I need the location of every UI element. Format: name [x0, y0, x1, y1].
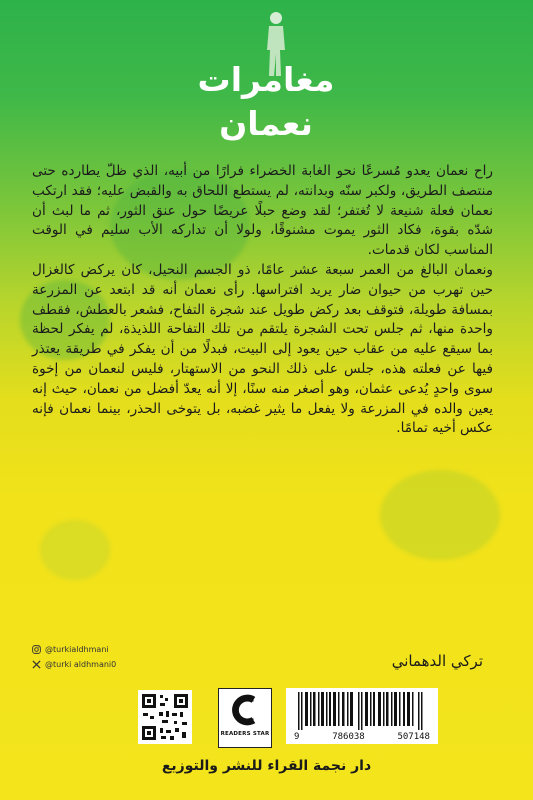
x-handle: @turki aldhmani0: [45, 660, 117, 669]
isbn-first: 9: [294, 732, 300, 742]
author-name: تركي الدهماني: [391, 652, 483, 670]
isbn-number: [288, 732, 436, 742]
instagram-link[interactable]: [32, 642, 116, 657]
x-link[interactable]: [32, 657, 116, 672]
isbn-last: 507148: [397, 732, 430, 742]
x-icon: [32, 660, 41, 669]
barcode-bars: [292, 692, 432, 730]
readers-star-logo-icon: [228, 693, 262, 727]
qr-code[interactable]: [138, 690, 192, 744]
synopsis: [32, 162, 493, 439]
title-line-2: نعمان: [219, 104, 313, 143]
isbn-middle: 786038: [332, 732, 365, 742]
paint-splash: [40, 520, 110, 580]
publisher-name: دار نجمة القراء للنشر والتوزيع: [161, 758, 372, 774]
synopsis-paragraph-2: ونعمان البالغ من العمر سبعة عشر عامًا، ذو الجسم النحيل، كان يركض كالغزال حين تهرب من حيوان ضار يريد افتراسها. رأى نعمان أنه قد ابتعد عن المزرعة بمسافة طويلة، فتوقف بعد ركض طويل عند شجرة التفاح، فشعر بالعطش، فقطف واحدة منها، ثم جلس تحت الشجرة يلتقم من تلك التفاحة اللذيذة، لم يفكر لحظة بما سيقع عليه من عقاب حين يعود إلى البيت، فبدلًا من أن يفكر في طريقة يعتذر فيها عن فعلته هذه، جلس على ذلك النحو من الاستهتار، فليس لنعمان من إخوة سوى واحدٍ يُدعى عثمان، وهو أصغر منه سنًا، إلا أنه يعدّ أفضل من نعمان، حيث إنه يعين والده في المزرعة ولا يفعل ما يثير غضبه، بل يتوخى الحذر، بينما نعمان فإنه عكس أخيه تمامًا.: [32, 261, 493, 437]
synopsis-paragraph-1: راح نعمان يعدو مُسرعًا نحو الغابة الخضراء فرارًا من أبيه، الذي ظلّ يطارده حتى منتصف الطريق، ولكبر سنّه وبدانته، لم يستطع اللحاق به والقبض عليه؛ فقد ارتكب نعمان فعلة شنيعة لا تُغتفر؛ لقد وضع حبلًا عريضًا حول عنق الثور، ثم ما لبث أن شدّه بقوة، فكاد الثور يموت مشنوقًا، ولولا أن تداركه الأب سليم في الوقت المناسب لكان قدمات.: [32, 163, 493, 259]
book-title: [186, 58, 346, 146]
instagram-handle: @turkialdhmani: [45, 645, 109, 654]
isbn-barcode: [286, 688, 438, 744]
social-links: [32, 642, 116, 672]
instagram-icon: [32, 645, 41, 654]
publisher-logo: [218, 688, 272, 748]
publisher-logo-label: READERS STAR: [220, 731, 270, 737]
paint-splash: [380, 470, 500, 560]
title-line-1: مغامرات: [197, 60, 335, 99]
